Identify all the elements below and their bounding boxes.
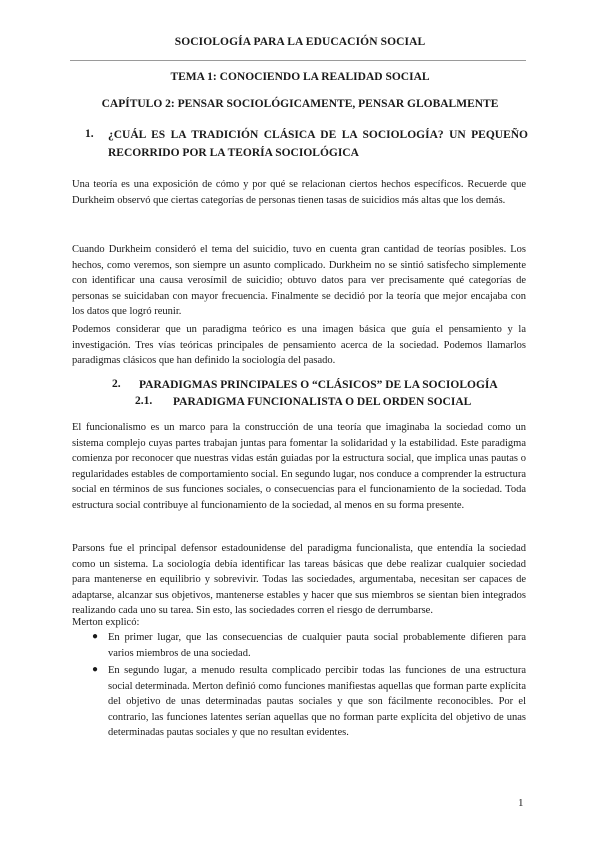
capitulo-heading: CAPÍTULO 2: PENSAR SOCIOLÓGICAMENTE, PENSAR GLOBALMENTE [101,98,499,110]
section-2-title: PARADIGMAS PRINCIPALES O “CLÁSICOS” DE LA SOCIOLOGÍA [139,379,498,391]
bullet-item-1: En primer lugar, que las consecuencias de cualquier pauta social probablemente difieren para varios miembros de una sociedad. [108,632,526,659]
bullet-item-2: En segundo lugar, a menudo resulta complicado percibir todas las funciones de una estructura social determinada. Merton definió como funciones manifiestas aquellas que forman parte explícita del objetivo de unas determinadas pautas sociales y que son fácilmente reconocibles. Por el contrario, las funciones latentes serían aquellas que no forman parte explícita del objetivo de unas determinadas pautas sociales y que no resultan evidentes. [108,665,526,739]
paragraph-paradigm: Podemos considerar que un paradigma teórico es una imagen básica que guía el pensamiento y la investigación. Tres vías teóricas principales de pensamiento acerca de la sociedad. Podemos llamarlos paradigmas clásicos que han definido la sociología del pasado. [72,324,526,367]
section-2-number: 2. [112,378,121,390]
section-2-1-title: PARADIGMA FUNCIONALISTA O DEL ORDEN SOCIAL [173,396,472,408]
page-number: 1 [518,797,524,809]
bullet-marker: ● [92,664,99,675]
tema-heading: TEMA 1: CONOCIENDO LA REALIDAD SOCIAL [170,71,430,83]
paragraph-parsons: Parsons fue el principal defensor estadounidense del paradigma funcionalista, que entendía la sociedad como un sistema. La sociología debía identificar las tareas básicas que debe realizar cualquier sociedad para mantenerse en equilibrio y sobrevivir. Todas las sociedades, argumentaba, necesitan ser capaces de adaptarse, alcanzar sus objetivos, mantenerse estables y hacer que sus miembros se sientan bien integrados realizando cada uno su tarea. Sin esto, las sociedades corren el riesgo de derrumbarse. [72,543,526,617]
paragraph-theory: Una teoría es una exposición de cómo y por qué se relacionan ciertos hechos específicos. Recuerde que Durkheim observó que ciertas categorías de personas tienen tasas de suicidios más altas que los demás. [72,179,526,206]
section-1-number: 1. [85,128,94,140]
section-2-1-number: 2.1. [135,395,153,407]
paragraph-funcionalismo: El funcionalismo es un marco para la construcción de una teoría que imaginaba la sociedad como un sistema complejo cuyas partes trabajan juntas para fomentar la solidaridad y la estabilidad. Este paradigma comienza por reconocer que nuestras vidas están guiadas por la estructura social, que implica unas pautas o regularidades estables de comportamiento social. En segundo lugar, nos conduce a comprender la estructura social en términos de sus funciones sociales, o consecuencias para el funcionamiento de la sociedad. Toda estructura social contribuye al funcionamiento de la sociedad, al menos en su forma presente. [72,422,526,511]
running-header: SOCIOLOGÍA PARA LA EDUCACIÓN SOCIAL [174,36,426,48]
paragraph-durkheim: Cuando Durkheim consideró el tema del suicidio, tuvo en cuenta gran cantidad de teorías posibles. Los hechos, como veremos, son siempre un asunto complicado. Durkheim no se sintió satisfecho simplemente con identificar una causa verosímil de suicidio; obtuvo datos para ver precisamente qué categorías de personas se suicidaban con mayor frecuencia. Finalmente se decidió por la teoría que mejor encajaba con los datos que logró reunir. [72,244,526,318]
header-rule [70,60,526,61]
section-1-title: ¿CUÁL ES LA TRADICIÓN CLÁSICA DE LA SOCIOLOGÍA? UN PEQUEÑO RECORRIDO POR LA TEORÍA SOCIOLÓGICA [108,129,528,159]
bullet-marker: ● [92,631,99,642]
paragraph-merton-intro: Merton explicó: [72,617,140,628]
